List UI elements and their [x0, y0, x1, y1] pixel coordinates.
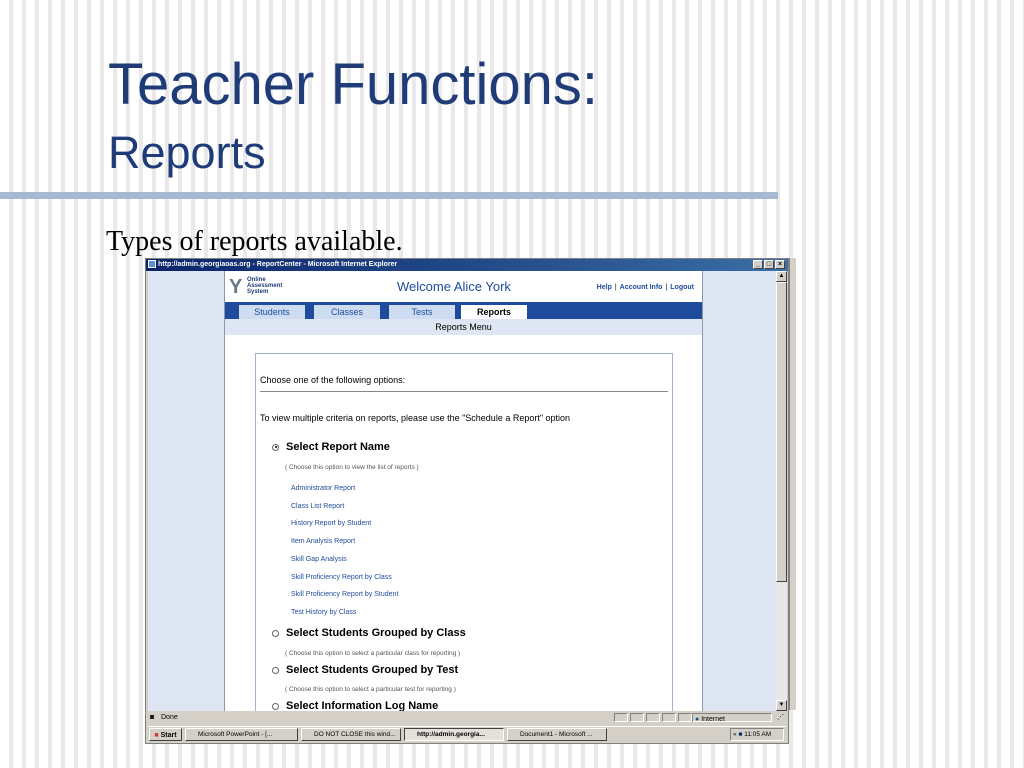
taskbar-item-do-not-close[interactable]: DO NOT CLOSE this wind...	[301, 728, 401, 741]
radio-unselected[interactable]	[272, 630, 279, 637]
link-separator: |	[614, 284, 617, 291]
logo-mark-icon: Y	[229, 276, 243, 298]
web-page	[224, 271, 703, 711]
slide-title-main: Teacher Functions:	[108, 52, 599, 117]
option-label: Select Report Name	[286, 441, 390, 453]
choose-instruction: Choose one of the following options:	[260, 375, 406, 385]
option-select-report-name[interactable]	[272, 441, 390, 453]
page-status-icon: ◙	[150, 714, 155, 721]
logo-text: Online Assessment System	[247, 277, 283, 295]
background-window-edge	[789, 258, 796, 710]
ie-icon	[148, 260, 156, 268]
radio-unselected[interactable]	[272, 667, 279, 674]
radio-selected[interactable]	[272, 444, 279, 451]
logout-link[interactable]: Logout	[670, 284, 694, 291]
status-cell	[646, 713, 660, 722]
minimize-button[interactable]: _	[753, 260, 763, 269]
scroll-up-icon[interactable]: ▲	[776, 271, 787, 282]
slide-title-sub: Reports	[108, 127, 266, 178]
window-controls	[753, 260, 785, 269]
link-separator: |	[665, 284, 668, 291]
reports-options-panel	[255, 353, 673, 711]
status-cell	[662, 713, 676, 722]
option-students-by-test[interactable]	[272, 664, 458, 676]
browser-viewport	[148, 271, 776, 711]
taskbar-item-powerpoint[interactable]: Microsoft PowerPoint - [...	[185, 728, 298, 741]
start-label: Start	[160, 732, 177, 739]
vertical-scrollbar[interactable]	[776, 271, 787, 711]
taskbar-item-document1[interactable]: Document1 - Microsoft ...	[507, 728, 607, 741]
tab-students[interactable]: Students	[239, 305, 305, 319]
scrollbar-thumb[interactable]	[776, 282, 787, 582]
help-link[interactable]: Help	[596, 284, 612, 291]
account-info-link[interactable]: Account Info	[619, 284, 663, 291]
welcome-message: Welcome Alice York	[397, 279, 511, 294]
site-header	[225, 271, 702, 301]
option-label: Select Students Grouped by Class	[286, 627, 466, 639]
report-link-skill-proficiency-class[interactable]: Skill Proficiency Report by Class	[291, 574, 392, 581]
report-link-history-by-student[interactable]: History Report by Student	[291, 520, 372, 527]
zone-text: Internet	[701, 716, 725, 723]
report-link-class-list[interactable]: Class List Report	[291, 503, 345, 510]
status-bar	[148, 712, 786, 723]
reports-menu-title: Reports Menu	[225, 319, 702, 335]
slide-title	[108, 52, 599, 178]
tray-chevron-icon[interactable]: «	[733, 731, 737, 738]
option-students-by-class[interactable]	[272, 627, 466, 639]
divider	[260, 391, 668, 392]
radio-unselected[interactable]	[272, 703, 279, 710]
status-text: Done	[161, 714, 178, 721]
status-cell	[614, 713, 628, 722]
windows-logo-icon: ■	[154, 732, 159, 739]
report-link-skill-proficiency-student[interactable]: Skill Proficiency Report by Student	[291, 591, 399, 598]
report-link-administrator[interactable]: Administrator Report	[291, 485, 356, 492]
tab-classes[interactable]: Classes	[314, 305, 380, 319]
report-link-test-history-class[interactable]: Test History by Class	[291, 609, 357, 616]
windows-taskbar	[148, 726, 786, 743]
browser-titlebar[interactable]	[146, 259, 788, 271]
globe-icon: ●	[695, 716, 700, 723]
browser-title: http://admin.georgiaoas.org - ReportCenter - Microsoft Internet Explorer	[158, 261, 398, 268]
account-links	[597, 284, 694, 291]
maximize-button[interactable]: □	[764, 260, 774, 269]
oas-logo	[229, 277, 299, 299]
slide-body-text: Types of reports available.	[106, 226, 403, 257]
tab-tests[interactable]: Tests	[389, 305, 455, 319]
tab-reports[interactable]: Reports	[461, 305, 527, 319]
option-hint: ( Choose this option to select a particular test for reporting )	[285, 686, 456, 693]
option-label: Select Students Grouped by Test	[286, 664, 459, 676]
option-information-log[interactable]	[272, 700, 438, 711]
report-link-skill-gap[interactable]: Skill Gap Analysis	[291, 556, 347, 563]
taskbar-item-browser[interactable]: http://admin.georgia...	[404, 728, 504, 741]
title-divider	[0, 192, 778, 199]
resize-grip-icon[interactable]: ⋰	[777, 714, 784, 721]
tray-app-icon[interactable]: ■	[738, 731, 743, 738]
status-cell	[630, 713, 644, 722]
report-link-item-analysis[interactable]: Item Analysis Report	[291, 538, 356, 545]
option-hint: ( Choose this option to select a particular class for reporting )	[285, 650, 461, 657]
scroll-down-icon[interactable]: ▼	[776, 700, 787, 711]
clock[interactable]: 11:05 AM	[744, 731, 772, 738]
browser-window	[145, 258, 789, 744]
status-cell	[678, 713, 692, 722]
system-tray	[730, 728, 784, 741]
criteria-instruction: To view multiple criteria on reports, please use the "Schedule a Report" option	[260, 413, 571, 423]
start-button[interactable]	[149, 728, 182, 741]
zone-panel	[692, 713, 772, 722]
close-button[interactable]: ×	[775, 260, 785, 269]
main-tabs	[225, 302, 702, 319]
option-hint: ( Choose this option to view the list of reports )	[285, 464, 419, 471]
option-label: Select Information Log Name	[286, 700, 439, 711]
